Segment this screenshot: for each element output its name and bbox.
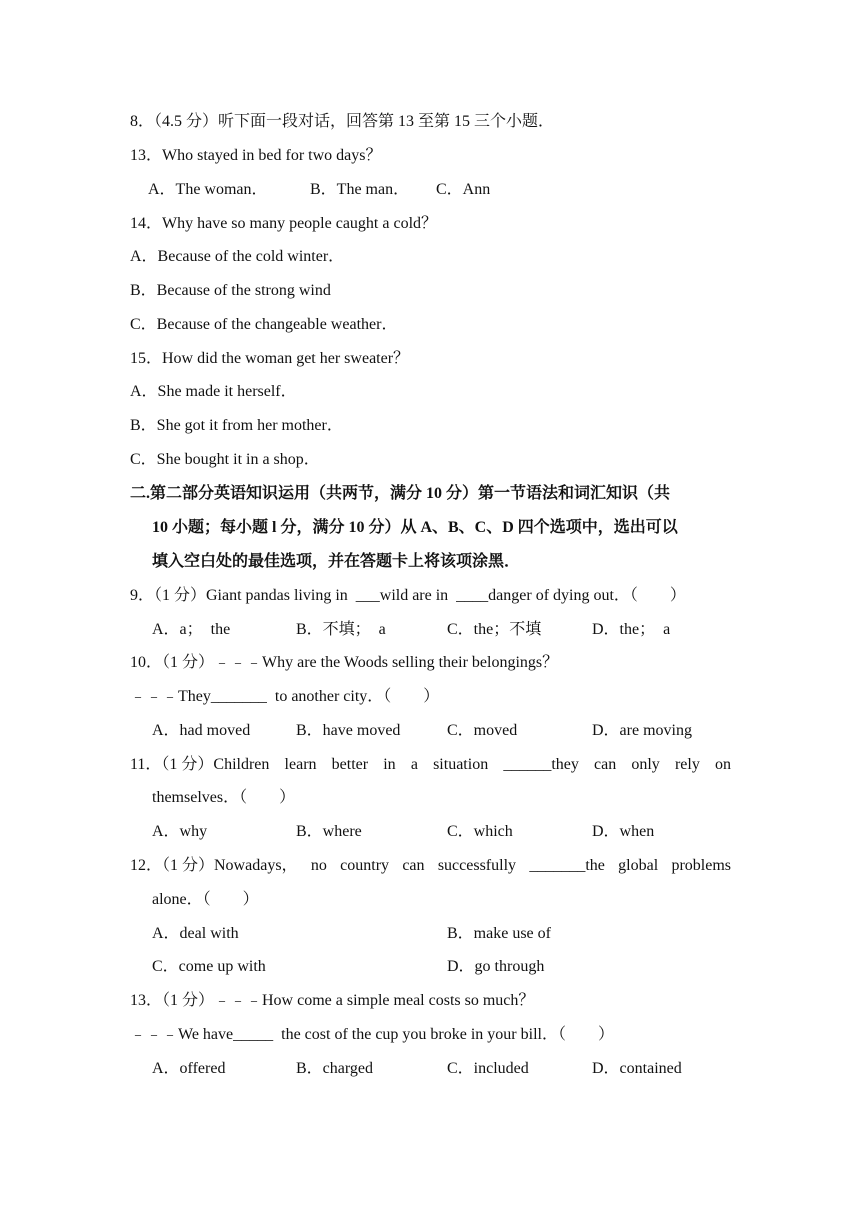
listening-q15-option-b: B．She got it from her mother． — [130, 417, 343, 434]
q12-option-c: C．come up with — [152, 958, 266, 975]
q11-stem-word: on — [714, 756, 731, 773]
q11-option-c: C．which — [447, 823, 513, 840]
q11-stem-word: rely — [674, 756, 700, 773]
q11-stem-word: in — [383, 756, 396, 773]
q11-option-b: B．where — [296, 823, 362, 840]
q12-stem-word: problems — [671, 857, 731, 874]
q13-option-c: C．included — [447, 1060, 529, 1077]
listening-q14-option-a: A．Because of the cold winter． — [130, 248, 345, 265]
q10-stem-line2: ﹣﹣﹣They_______ to another city．（ ） — [130, 688, 440, 705]
q12-option-b: B．make use of — [447, 925, 551, 942]
q13-option-a: A．offered — [152, 1060, 226, 1077]
listening-q15-option-c: C．She bought it in a shop． — [130, 451, 320, 468]
q10-option-d: D．are moving — [592, 722, 692, 739]
listening-q14-option-c: C．Because of the changeable weather． — [130, 316, 398, 333]
q11-stem-word: learn — [284, 756, 317, 773]
q10-option-a: A．had moved — [152, 722, 251, 739]
q11-stem-line2: themselves．（ ） — [152, 789, 296, 806]
listening-q15-stem: 15．How did the woman get her sweater？ — [130, 350, 410, 367]
q11-stem-word: a — [410, 756, 418, 773]
q13-stem-line2: ﹣﹣﹣We have_____ the cost of the cup you broke in your bill．（ ） — [130, 1026, 614, 1043]
q11-stem-word: 11．（1 分）Children — [130, 756, 270, 773]
q9-option-a: A．a； the — [152, 621, 231, 638]
section2-heading-line1: 二.第二部分英语知识运用（共两节，满分 10 分）第一节语法和词汇知识（共 — [130, 485, 671, 502]
q12-stem-word: country — [340, 857, 390, 874]
q12-stem-word: 12．（1 分）Nowadays， — [130, 857, 298, 874]
q11-stem-word: situation — [433, 756, 489, 773]
q10-option-b: B．have moved — [296, 722, 401, 739]
q12-stem-word: can — [402, 857, 425, 874]
q8-header: 8．（4.5 分）听下面一段对话，回答第 13 至第 15 三个小题． — [130, 113, 555, 130]
section2-heading-line2: 10 小题；每小题 l 分，满分 10 分）从 A、B、C、D 四个选项中，选出可以 — [152, 519, 678, 536]
q10-stem: 10．（1 分）﹣﹣﹣Why are the Woods selling their belongings？ — [130, 654, 559, 671]
q11-stem — [130, 755, 731, 775]
q9-stem: 9．（1 分）Giant pandas living in ___wild are in ____danger of dying out．（ ） — [130, 587, 686, 604]
q12-stem-word: global — [618, 857, 659, 874]
q10-option-c: C．moved — [447, 722, 518, 739]
q11-stem-word: better — [331, 756, 369, 773]
q13-option-b: B．charged — [296, 1060, 374, 1077]
q13-option-d: D．contained — [592, 1060, 682, 1077]
listening-q13-option-b: B．The man． — [310, 181, 410, 198]
q11-option-a: A．why — [152, 823, 208, 840]
listening-q14-stem: 14．Why have so many people caught a cold？ — [130, 215, 438, 232]
listening-q13-option-a: A．The woman． — [148, 181, 268, 198]
q9-option-b: B．不填； a — [296, 621, 386, 638]
q12-option-d: D．go through — [447, 958, 545, 975]
q12-stem-word: _______the — [529, 857, 605, 874]
q12-stem-word: successfully — [437, 857, 517, 874]
q12-stem-word: no — [310, 857, 327, 874]
q12-option-a: A．deal with — [152, 925, 239, 942]
q13-stem: 13．（1 分）﹣﹣﹣How come a simple meal costs so much？ — [130, 992, 535, 1009]
q11-stem-word: only — [631, 756, 660, 773]
q9-option-d: D．the； a — [592, 621, 671, 638]
section2-heading-line3: 填入空白处的最佳选项，并在答题卡上将该项涂黑． — [152, 553, 521, 570]
listening-q15-option-a: A．She made it herself． — [130, 383, 297, 400]
q9-option-c: C．the；不填 — [447, 621, 542, 638]
listening-q13-option-c: C．Ann — [436, 181, 491, 198]
q11-stem-word: can — [594, 756, 617, 773]
q12-stem-line2: alone．（ ） — [152, 891, 259, 908]
listening-q13-stem: 13．Who stayed in bed for two days？ — [130, 147, 382, 164]
listening-q14-option-b: B．Because of the strong wind — [130, 282, 331, 299]
q11-stem-word: ______they — [503, 756, 579, 773]
q11-option-d: D．when — [592, 823, 655, 840]
q12-stem — [130, 856, 731, 876]
